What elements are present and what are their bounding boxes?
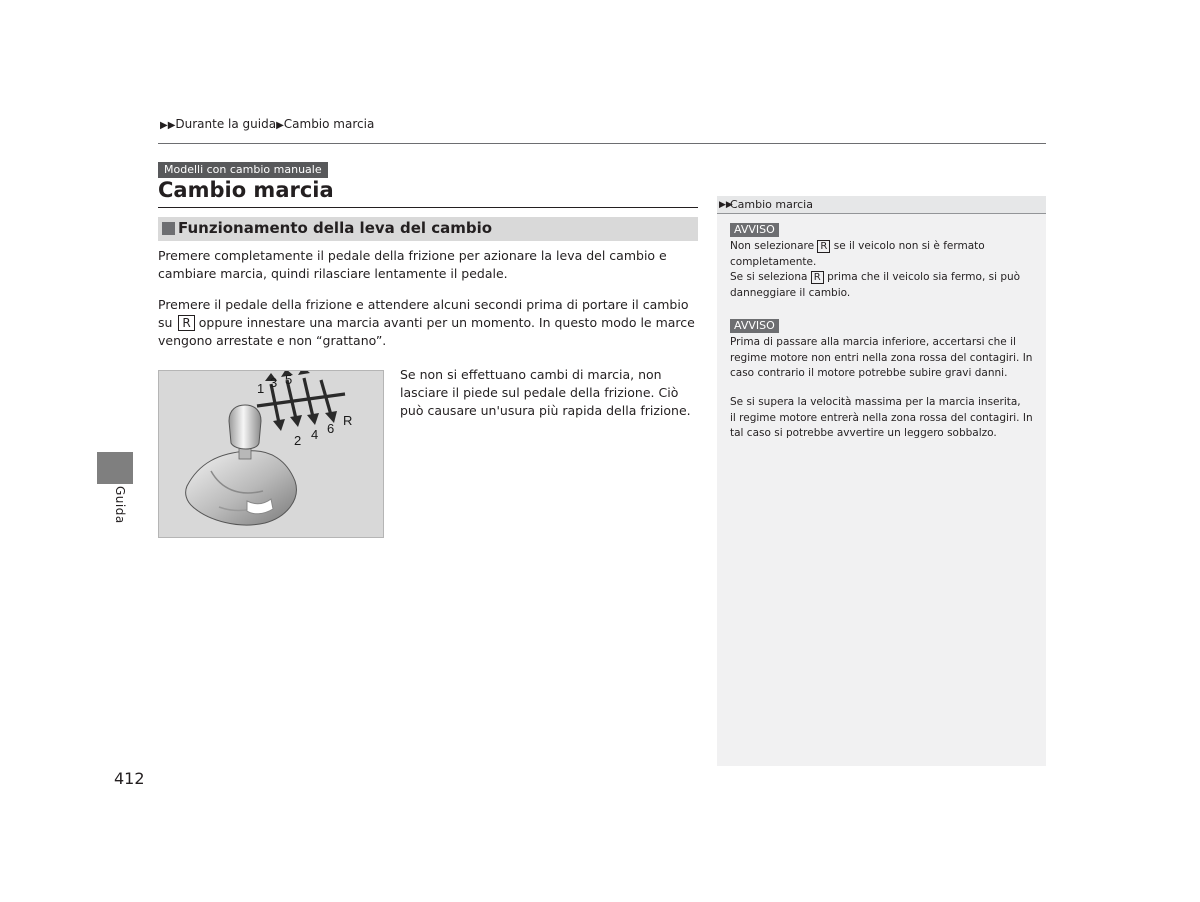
gear-label: 5 xyxy=(285,372,293,387)
breadcrumb xyxy=(160,117,374,131)
body-paragraph xyxy=(158,296,698,350)
gear-shifter-icon xyxy=(159,371,383,537)
notice-text xyxy=(730,395,1035,442)
notice-text xyxy=(730,239,1035,301)
notice-text-part: Se si seleziona xyxy=(730,271,808,283)
gear-label: 4 xyxy=(311,427,319,442)
reverse-key-icon: R xyxy=(178,315,194,331)
page-number: 412 xyxy=(114,769,145,788)
gear-label: 3 xyxy=(270,375,278,390)
reverse-key-icon: R xyxy=(817,240,830,253)
breadcrumb-arrow-icon: ▶ xyxy=(276,120,284,131)
gear-label: 1 xyxy=(257,381,265,396)
paragraph-text: Premere il pedale della frizione e attendere alcuni secondi prima di portare il cambio su xyxy=(158,297,689,330)
model-tag: Modelli con cambio manuale xyxy=(158,162,328,178)
notice-text-part: il regime motore entrerà nella zona rossa del contagiri. In tal caso si potrebbe avvertire un leggero sobbalzo. xyxy=(730,411,1033,439)
page-title: Cambio marcia xyxy=(158,178,334,202)
body-paragraph: Se non si effettuano cambi di marcia, non lasciare il piede sul pedale della frizione. Ciò può causare un'usura più rapida della frizione. xyxy=(400,367,691,418)
notice-text-part: Non selezionare xyxy=(730,240,815,252)
notice-text: Prima di passare alla marcia inferiore, accertarsi che il regime motore non entri nella zona rossa del contagiri. In caso contrario il motore potrebbe subire gravi danni. xyxy=(730,336,1033,379)
paragraph-text: oppure innestare una marcia avanti per un momento. In questo modo le marce vengono arrestate e non “grattano”. xyxy=(158,315,695,348)
reverse-key-icon: R xyxy=(811,271,824,284)
title-divider xyxy=(158,207,698,208)
section-square-icon xyxy=(162,222,175,235)
side-tab-label: Guida xyxy=(113,486,127,524)
section-title: Funzionamento della leva del cambio xyxy=(178,219,493,237)
reference-arrow-icon: ▶▶ xyxy=(719,200,733,210)
gear-label: R xyxy=(343,413,353,428)
sidebar-title: Cambio marcia xyxy=(730,198,813,211)
gear-shift-illustration xyxy=(158,370,384,538)
notice-badge: AVVISO xyxy=(730,319,779,333)
breadcrumb-arrow-icon: ▶▶ xyxy=(160,120,176,131)
header-divider xyxy=(158,143,1046,144)
breadcrumb-item[interactable]: Cambio marcia xyxy=(283,117,375,131)
notice-text-part: prima che il veicolo sia fermo, si può danneggiare il cambio. xyxy=(730,271,1021,299)
notice-text-part: Se si supera la velocità massima per la marcia inserita, xyxy=(730,396,1021,408)
gear-label: 2 xyxy=(294,433,302,448)
body-paragraph: Premere completamente il pedale della frizione per azionare la leva del cambio e cambiare marcia, quindi rilasciare lentamente il pedale. xyxy=(158,248,667,281)
gear-label: 6 xyxy=(327,421,335,436)
notice-badge: AVVISO xyxy=(730,223,779,237)
section-side-tab[interactable] xyxy=(97,452,133,484)
breadcrumb-item[interactable]: Durante la guida xyxy=(175,117,277,131)
notice-text-part: se il veicolo non si è fermato completamente. xyxy=(730,240,985,268)
